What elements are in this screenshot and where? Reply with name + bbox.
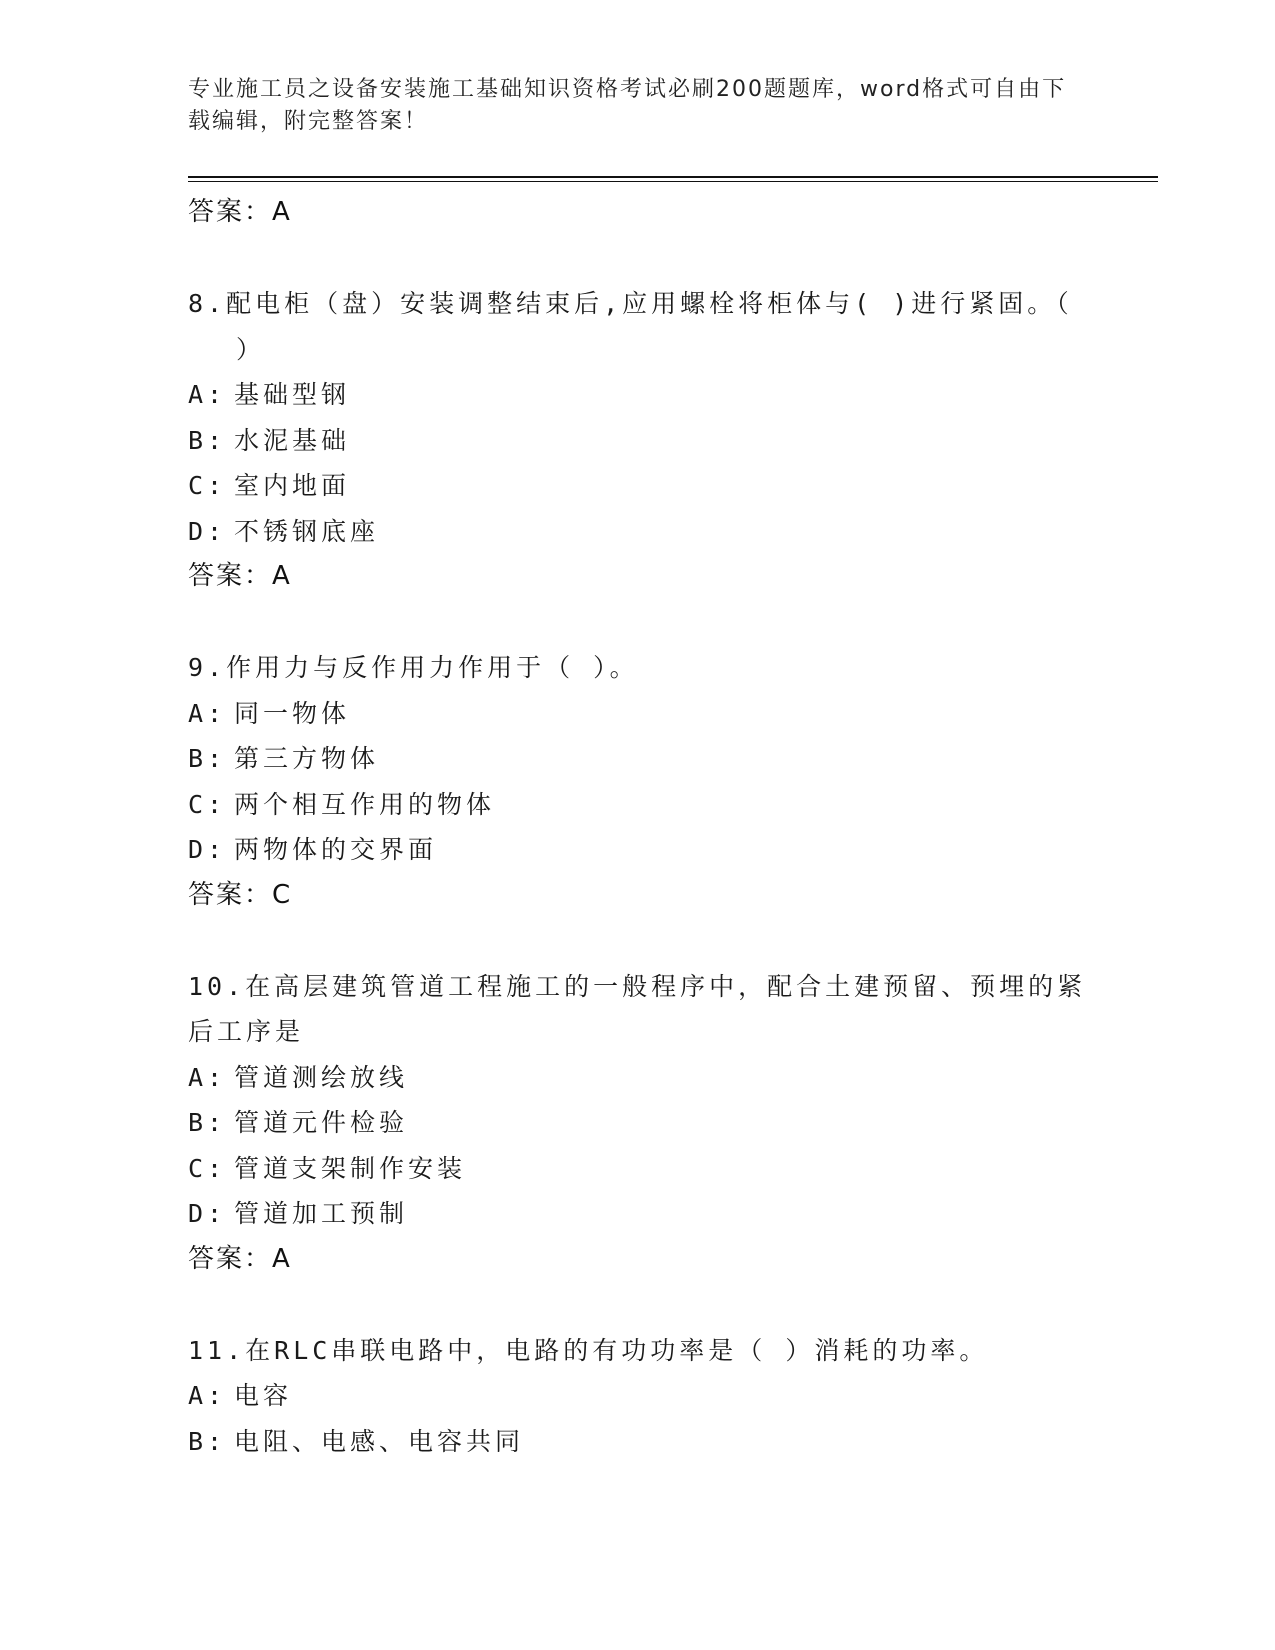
option-text: 电容	[234, 1381, 293, 1410]
option-label: C:	[188, 471, 227, 500]
question-11-option-b	[188, 1419, 1088, 1465]
page-header: 专业施工员之设备安装施工基础知识资格考试必刷200题题库，word格式可自由下载编辑，附完整答案！	[188, 77, 1067, 134]
question-8-stem: 8.配电柜（盘）安装调整结束后,应用螺栓将柜体与( )进行紧固。（	[188, 289, 1073, 318]
option-text: 两个相互作用的物体	[234, 789, 496, 819]
option-text: 水泥基础	[234, 425, 351, 455]
question-10-option-b	[188, 1100, 1088, 1146]
option-text: 第三方物体	[234, 744, 380, 773]
question-11-stem: 11.在RLC串联电路中，电路的有功功率是（ ）消耗的功率。	[188, 1335, 989, 1365]
option-label: C:	[188, 789, 227, 819]
option-label: C:	[188, 1153, 227, 1183]
question-10-answer: 答案：A	[188, 1243, 292, 1274]
option-text: 管道测绘放线	[234, 1062, 409, 1092]
option-label: A:	[188, 380, 227, 409]
option-text: 管道加工预制	[234, 1199, 409, 1228]
question-9-option-c	[188, 782, 1088, 828]
header-rule-thin	[188, 181, 1158, 182]
answer-prev: 答案：A	[188, 197, 292, 227]
question-8-option-d	[188, 509, 1088, 555]
spacer	[188, 1282, 1088, 1328]
option-text: 室内地面	[234, 471, 351, 500]
option-text: 电阻、电感、电容共同	[234, 1426, 525, 1456]
question-8-option-b	[188, 418, 1088, 464]
question-list	[188, 190, 1088, 1464]
option-text: 基础型钢	[234, 380, 351, 409]
option-text: 管道支架制作安装	[234, 1153, 467, 1183]
spacer	[188, 918, 1088, 964]
question-9	[188, 645, 1088, 918]
option-text: 管道元件检验	[234, 1108, 409, 1137]
question-8-stem-cont: ）	[236, 334, 266, 364]
question-8-option-a	[188, 372, 1088, 418]
option-text: 不锈钢底座	[234, 516, 380, 546]
question-10-stem: 10.在高层建筑管道工程施工的一般程序中，配合土建预留、预埋的紧	[188, 971, 1087, 1001]
question-9-option-d	[188, 827, 1088, 873]
option-label: D:	[188, 1199, 227, 1228]
question-11	[188, 1328, 1088, 1465]
question-10-option-d	[188, 1191, 1088, 1237]
option-label: D:	[188, 835, 227, 864]
question-8-option-c	[188, 463, 1088, 509]
option-label: B:	[188, 425, 227, 455]
question-9-answer: 答案：C	[188, 879, 293, 910]
option-label: A:	[188, 1062, 227, 1092]
option-label: A:	[188, 698, 227, 728]
question-8-answer: 答案：A	[188, 561, 292, 591]
option-label: A:	[188, 1381, 227, 1410]
question-10	[188, 964, 1088, 1283]
question-8	[188, 281, 1088, 600]
option-text: 同一物体	[234, 698, 351, 728]
question-11-option-a	[188, 1373, 1088, 1419]
header-rule-thick	[188, 176, 1158, 178]
question-10-option-a	[188, 1055, 1088, 1101]
question-10-stem-cont: 后工序是	[188, 1017, 305, 1046]
question-9-stem: 9.作用力与反作用力作用于（ ）。	[188, 653, 639, 682]
question-9-option-b	[188, 736, 1088, 782]
spacer	[188, 600, 1088, 646]
spacer	[188, 236, 1088, 282]
option-label: B:	[188, 1108, 227, 1137]
option-label: D:	[188, 516, 227, 546]
option-label: B:	[188, 1426, 227, 1456]
option-text: 两物体的交界面	[234, 835, 438, 864]
question-10-option-c	[188, 1146, 1088, 1192]
option-label: B:	[188, 744, 227, 773]
question-9-option-a	[188, 691, 1088, 737]
